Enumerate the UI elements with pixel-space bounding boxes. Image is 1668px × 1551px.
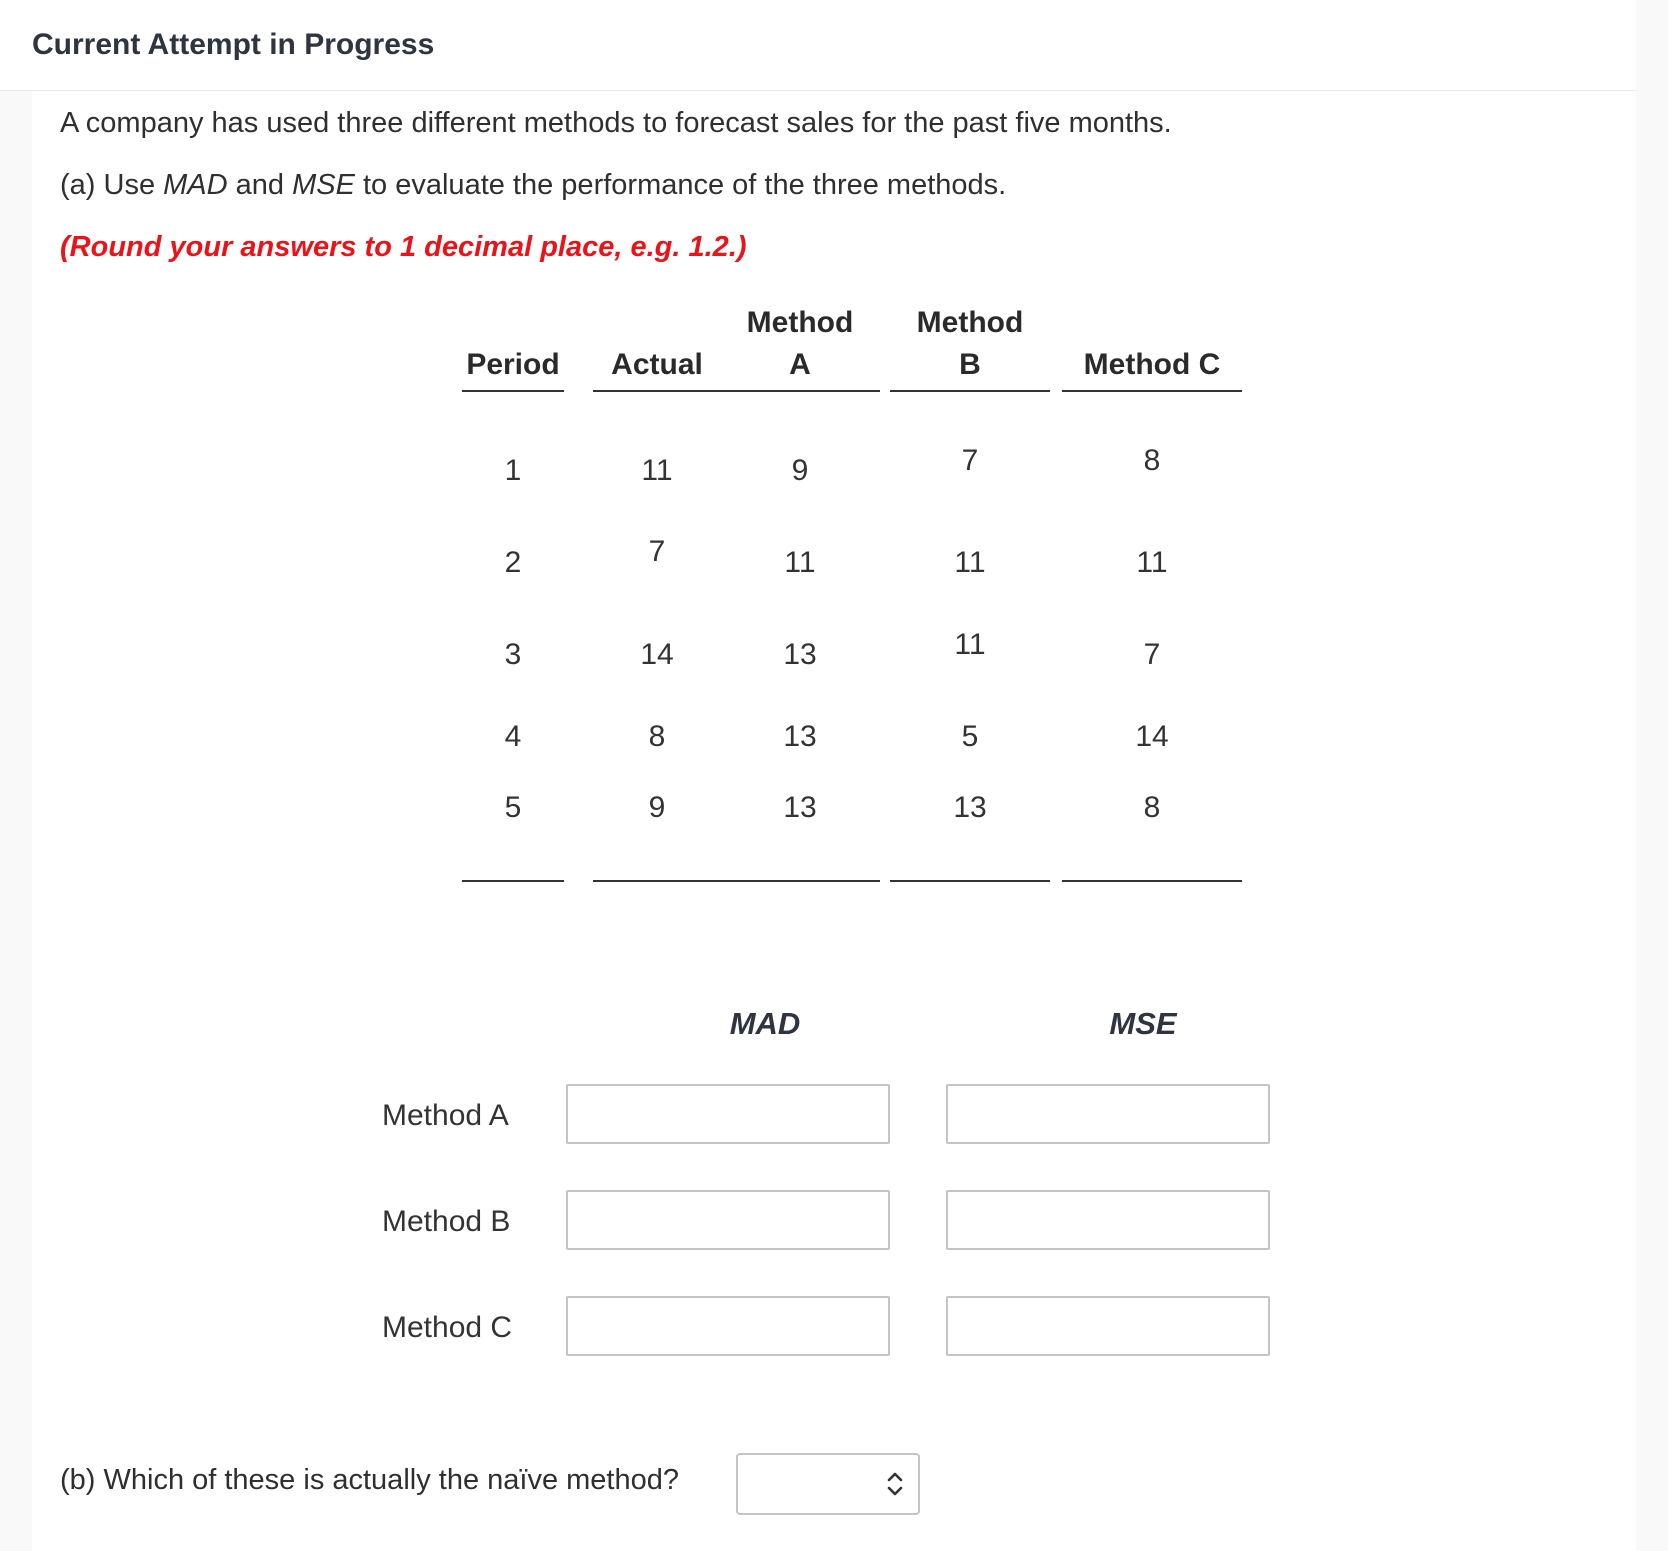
- part-a-mad: MAD: [163, 169, 228, 201]
- method-b-mad-input[interactable]: [566, 1190, 890, 1250]
- table-cell-method-c: 14: [1135, 720, 1169, 753]
- header-method-a-line1: Method: [746, 306, 854, 339]
- footer-rule-method-b: [890, 880, 1050, 882]
- part-a-suffix: to evaluate the performance of the three methods.: [354, 169, 1007, 201]
- header-rule-method-c: [1062, 390, 1242, 392]
- method-b-mse-input[interactable]: [946, 1190, 1270, 1250]
- header-actual: Actual: [611, 348, 703, 381]
- header-rule-method-b: [890, 390, 1050, 392]
- table-cell-method-b: 11: [954, 628, 986, 661]
- table-cell-method-a: 13: [783, 791, 817, 824]
- part-b-question: (b) Which of these is actually the naïve method?: [60, 1464, 679, 1496]
- footer-rule-method-c: [1062, 880, 1242, 882]
- header-rule-actual: [593, 390, 721, 392]
- header-rule-period: [462, 390, 564, 392]
- footer-rule-period: [462, 880, 564, 882]
- naive-method-select[interactable]: [736, 1453, 920, 1515]
- table-cell-period: 5: [504, 791, 522, 824]
- table-cell-actual: 8: [648, 720, 666, 753]
- select-arrows-icon: [886, 1467, 904, 1501]
- method-a-mse-input[interactable]: [946, 1084, 1270, 1144]
- attempt-title: Current Attempt in Progress: [32, 28, 435, 61]
- mse-column-header: MSE: [1109, 1006, 1177, 1041]
- answer-row-label: Method B: [382, 1205, 511, 1238]
- header-period: Period: [466, 348, 560, 381]
- question-panel: [32, 91, 1636, 1551]
- table-cell-actual: 11: [641, 454, 673, 487]
- table-cell-method-c: 7: [1143, 638, 1161, 671]
- table-cell-method-a: 9: [791, 454, 809, 487]
- table-cell-method-c: 11: [1136, 546, 1168, 579]
- table-cell-period: 1: [504, 454, 522, 487]
- table-cell-period: 2: [504, 546, 522, 579]
- table-cell-actual: 7: [648, 535, 666, 568]
- method-c-mse-input[interactable]: [946, 1296, 1270, 1356]
- question-intro: A company has used three different methods to forecast sales for the past five months.: [60, 107, 1172, 139]
- method-a-mad-input[interactable]: [566, 1084, 890, 1144]
- header-rule-method-a: [720, 390, 880, 392]
- answer-row-label: Method A: [382, 1099, 509, 1132]
- table-cell-period: 4: [504, 720, 522, 753]
- header-method-a-line2: A: [789, 348, 811, 381]
- table-cell-method-b: 11: [954, 546, 986, 579]
- header-method-b-line1: Method: [916, 306, 1024, 339]
- table-cell-method-b: 13: [953, 791, 987, 824]
- part-a-mse: MSE: [292, 169, 355, 201]
- table-cell-method-c: 8: [1143, 791, 1161, 824]
- table-cell-method-a: 13: [783, 638, 817, 671]
- question-part-a: [60, 169, 1006, 202]
- rounding-instruction: (Round your answers to 1 decimal place, e.g. 1.2.): [60, 231, 747, 263]
- table-cell-method-b: 7: [961, 444, 979, 477]
- footer-rule-actual: [593, 880, 721, 882]
- method-c-mad-input[interactable]: [566, 1296, 890, 1356]
- part-a-prefix: (a) Use: [60, 169, 164, 201]
- table-cell-actual: 14: [640, 638, 674, 671]
- table-cell-method-c: 8: [1143, 444, 1161, 477]
- table-cell-method-a: 13: [783, 720, 817, 753]
- answer-row-label: Method C: [382, 1311, 513, 1344]
- mad-column-header: MAD: [729, 1006, 801, 1041]
- table-cell-method-b: 5: [961, 720, 979, 753]
- part-a-and: and: [227, 169, 293, 201]
- table-cell-actual: 9: [648, 791, 666, 824]
- header-method-c: Method C: [1083, 348, 1221, 381]
- header-method-b-line2: B: [959, 348, 981, 381]
- attempt-header: [0, 0, 1636, 91]
- footer-rule-method-a: [720, 880, 880, 882]
- table-cell-period: 3: [504, 638, 522, 671]
- table-cell-method-a: 11: [784, 546, 816, 579]
